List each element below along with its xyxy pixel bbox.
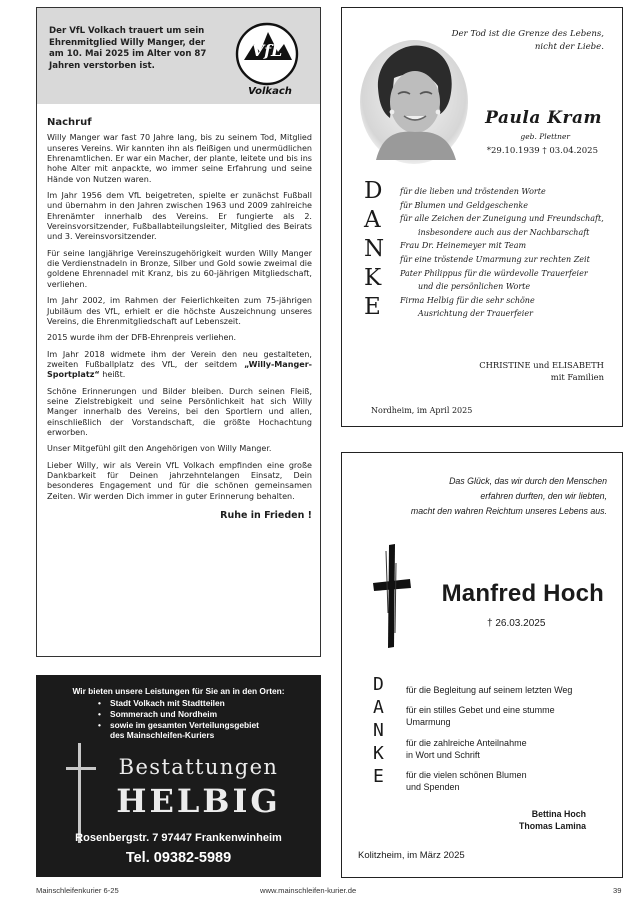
ad-brand-line1: Bestattungen (118, 755, 279, 779)
thanks-list (406, 684, 572, 793)
family-names: CHRISTINE und ELISABETH (479, 360, 604, 370)
notice-quote (411, 474, 607, 519)
obituary-paragraph: Unser Mitgefühl gilt den Angehörigen von Willy Manger. (47, 444, 272, 454)
deceased-name: Manfred Hoch (441, 580, 604, 607)
obituary-paragraph: Im Jahr 1956 dem VfL beigetreten, spielte er zunächst Fußball und übernahm in den Jahren zwischen 1963 und 2009 zahlreiche Ehrenämter innerhalb des Vereins. Er fungierte als 2. Vereinsvorsitzender, Fußballabteilungsleiter, Mitglied des Beirats und 3. Vereinsvorsitzender. (47, 191, 312, 242)
obituary-closing: Ruhe in Frieden ! (220, 510, 312, 521)
place-date: Kolitzheim, im März 2025 (358, 850, 465, 861)
birth-name: geb. Plettner (520, 132, 570, 141)
danke-letter: A (373, 697, 384, 718)
footer-website: www.mainschleifen-kurier.de (260, 886, 357, 895)
quote-line: Das Glück, das wir durch den Menschen (449, 476, 607, 486)
family-name: Bettina Hoch (531, 809, 586, 819)
family-suffix: mit Familien (550, 371, 604, 382)
thanks-line: Frau Dr. Heinemeyer mit Team (400, 241, 527, 251)
death-notice-manfred-hoch (341, 452, 623, 878)
death-date: † 26.03.2025 (487, 618, 546, 629)
sportplatz-text-end: heißt. (99, 370, 126, 380)
obituary-intro: Der VfL Volkach trauert um sein Ehrenmitglied Willy Manger, der am 10. Mai 2025 im Alter von 87 Jahren verstorben ist. (49, 26, 207, 71)
danke-vertical (373, 673, 384, 788)
thanks-line: für die vielen schönen Blumen (406, 770, 527, 781)
danke-letter: D (373, 674, 384, 695)
thanks-line: in Wort und Schrift (406, 749, 480, 760)
thanks-line: und Spenden (406, 782, 460, 793)
place-date: Nordheim, im April 2025 (371, 406, 473, 415)
ad-place: des Mainschleifen-Kuriers (110, 730, 215, 741)
family-signature (479, 360, 604, 383)
vfl-volkach-logo (234, 18, 300, 96)
obituary-vfl-willy-manger (36, 7, 321, 657)
notice-quote (452, 28, 604, 54)
danke-letter: E (364, 294, 381, 320)
danke-letter: K (364, 265, 382, 291)
thanks-line: Pater Philippus für die würdevolle Trauerfeier (400, 268, 588, 278)
logo-letters: VfL (251, 41, 283, 60)
thanks-spacer (406, 729, 572, 737)
thanks-line: für die zahlreiche Anteilnahme (406, 737, 527, 748)
life-dates: *29.10.1939 † 03.04.2025 (486, 146, 598, 156)
family-signature (519, 808, 586, 832)
thanks-list (400, 185, 604, 321)
funeral-home-ad (36, 675, 321, 877)
thanks-line: insbesondere auch aus der Nachbarschaft (418, 227, 590, 237)
ad-place: • Stadt Volkach mit Stadtteilen (98, 698, 259, 709)
danke-vertical (364, 177, 384, 322)
thanks-line: und die persönlichen Worte (418, 282, 531, 292)
ad-place: • sowie im gesamten Verteilungsgebiet (98, 720, 259, 731)
footer-page-number: 39 (613, 886, 622, 895)
quote-line: nicht der Liebe. (534, 42, 604, 52)
thanks-line: für ein stilles Gebet und eine stumme (406, 705, 555, 716)
obituary-paragraph: Lieber Willy, wir als Verein VfL Volkach empfinden eine große Dankbarkeit für Deinen jahrzehntelangen Einsatz, Dein besonderes Engagement und für die schönen gemeinsamen Zeiten. Wir werden Dich immer in guter Erinnerung behalten. (47, 460, 312, 501)
sportplatz-text: Im Jahr 2018 widmete ihm der Verein den neu gestalteten, zweiten Fußballplatz des VfL, der seitdem (47, 349, 312, 369)
thanks-line: für Blumen und Geldgeschenke (400, 200, 528, 210)
thanks-line: Umarmung (406, 717, 451, 728)
ad-place: • Sommerach und Nordheim (98, 709, 259, 720)
obituary-paragraph: Im Jahr 2002, im Rahmen der Feierlichkeiten zum 75-jährigen Jubiläum des VfL, erhielt er die höchste Auszeichnung unseres Vereins, die Ehrenmitgliedschaft auf Lebenszeit. (47, 296, 312, 326)
obituary-paragraph: Schöne Erinnerungen und Bilder bleiben. Durch seinen Fleiß, seine Zielstrebigkeit und seine Persönlichkeit hat sich Willy Manger innerhalb des Vereins, bei den Sportlern und allen, einschließlich der Vorstandschaft, die größte Hochachtung erworben. (47, 386, 312, 437)
footer-publication: Mainschleifenkurier 6-25 (36, 886, 119, 895)
quote-line: macht den wahren Reichtum unseres Lebens aus. (410, 506, 607, 516)
logo-text: Volkach (248, 86, 292, 96)
danke-letter: K (373, 743, 384, 764)
obituary-paragraph: Willy Manger war fast 70 Jahre lang, bis zu seinem Tod, Mitglied unseres Vereins. Wir kannten ihn als fleißigen und unermüdlichen Ehrenamtlichen. Er war ein Macher, der plante, leitete und bis ins hohe Alter mit anpackte, wo immer seine Erfahrung und seine Hände von Nutzen waren. (47, 133, 312, 184)
thanks-spacer (406, 696, 572, 704)
thanks-line: für eine tröstende Umarmung zur rechten Zeit (400, 254, 590, 264)
danke-letter: D (364, 178, 383, 204)
sportplatz-name: „Willy-Manger-Sportplatz“ (47, 359, 312, 380)
obituary-title: Nachruf (47, 117, 92, 128)
thanks-line: für die Begleitung auf seinem letzten Weg (406, 685, 573, 695)
ad-headline: Wir bieten unsere Leistungen für Sie an in den Orten: (72, 686, 285, 696)
thanks-line: Ausrichtung der Trauerfeier (418, 309, 533, 319)
thanks-line: für die lieben und tröstenden Worte (400, 187, 546, 196)
danke-letter: N (373, 720, 384, 741)
thanks-spacer (406, 761, 572, 769)
ad-places-list (98, 698, 259, 741)
obituary-paragraph: Für seine langjährige Vereinszugehörigkeit wurden Willy Manger die Verdienstnadeln in Bronze, Silber und Gold sowie zweimal die goldene Ehrennadel mit Kranz, bis zu 60-jährigen Mitgliedschaft, verliehen. (47, 248, 312, 289)
ad-phone: Tel. 09382-5989 (125, 850, 232, 866)
thanks-line: Firma Helbig für die sehr schöne (400, 295, 535, 305)
brush-cross-icon (372, 543, 412, 649)
danke-letter: N (364, 236, 385, 262)
obituary-body (47, 118, 312, 521)
danke-letter: A (364, 207, 381, 233)
quote-line: Der Tod ist die Grenze des Lebens, (451, 29, 604, 39)
quote-line: erfahren durften, den wir liebten, (480, 491, 607, 501)
portrait-photo (358, 36, 470, 166)
ad-address: Rosenbergstr. 7 97447 Frankenwinheim (75, 832, 282, 844)
obituary-paragraph: 2015 wurde ihm der DFB-Ehrenpreis verliehen. (47, 333, 237, 343)
obituary-header (37, 8, 320, 104)
danke-letter: E (373, 766, 384, 787)
death-notice-paula-kram (341, 7, 623, 427)
family-name: Thomas Lamina (519, 821, 586, 831)
obituary-paragraph (47, 350, 312, 381)
thanks-line: für alle Zeichen der Zuneigung und Freundschaft, (400, 214, 604, 224)
ad-brand-line2: HELBIG (116, 782, 281, 820)
deceased-name: Paula Kram (485, 108, 602, 128)
